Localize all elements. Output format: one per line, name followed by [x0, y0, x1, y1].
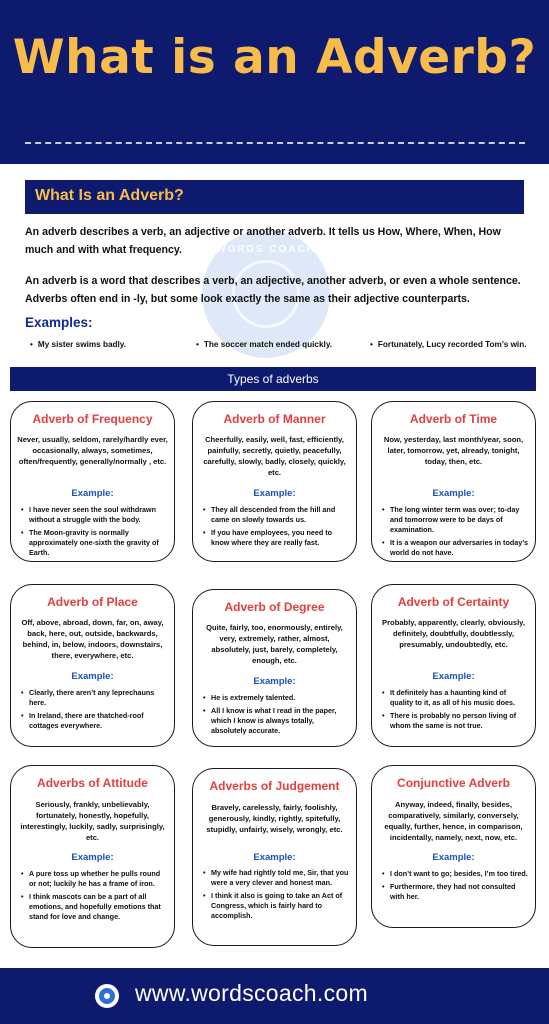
card-example-list — [382, 505, 530, 561]
examples-heading: Examples: — [25, 315, 93, 330]
logo-ring — [99, 988, 115, 1004]
header-banner — [0, 0, 549, 164]
card-example-item: • I don’t want to go; besides, I’m too tired. — [382, 869, 530, 879]
types-heading: Types of adverbs — [227, 372, 319, 386]
example-item: • Fortunately, Lucy recorded Tom’s win. — [370, 340, 526, 349]
wordscoach-logo-icon — [95, 984, 119, 1008]
card-adverb-of-manner — [192, 401, 357, 562]
card-words: Cheerfully, easily, well, fast, efficiently, painfully, secretly, quietly, peacefully, carefully, slowly, badly, closely, quickly, etc. — [203, 435, 346, 477]
card-example-item: • He is extremely talented. — [203, 693, 351, 703]
card-example-item: • I think mascots can be a part of all emotions, and hopefully emotions that stand for love and change. — [21, 892, 169, 922]
card-example-item: • It is a weapon our adversaries in today’s world do not have. — [382, 538, 530, 558]
card-words: Seriously, frankly, unbelievably, fortunately, honestly, hopefully, interestingly, luckily, sadly, surprisingly, etc. — [20, 800, 165, 842]
section-heading: What Is an Adverb? — [35, 187, 184, 204]
card-title: Adverb of Place — [47, 595, 138, 609]
card-title: Adverbs of Judgement — [209, 779, 340, 793]
footer-banner — [0, 968, 549, 1024]
card-words: Quite, fairly, too, enormously, entirely, very, extremely, rather, almost, absolutely, just, barely, completely, enough, etc. — [206, 623, 343, 665]
card-example-item: • There is probably no person living of whom the same is not true. — [382, 711, 530, 731]
card-example-list — [21, 688, 169, 734]
card-adverb-of-place — [10, 584, 175, 747]
card-adverb-of-degree — [192, 589, 357, 747]
card-title: Adverb of Time — [409, 412, 498, 426]
card-example-label: Example: — [432, 671, 475, 682]
example-item: • The soccer match ended quickly. — [196, 340, 332, 349]
header-divider — [25, 142, 525, 144]
card-example-list — [203, 868, 351, 924]
card-title: Adverb of Degree — [224, 600, 325, 614]
card-example-item: • The long winter term was over; to-day and tomorrow were to be days of examination. — [382, 505, 530, 535]
card-example-item: • I think it also is going to take an Act of Congress, which is fairly hard to accomplish. — [203, 891, 351, 921]
card-words: Now, yesterday, last month/year, soon, later, tomorrow, yet, already, tonight, today, then, etc. — [383, 435, 524, 466]
card-words: Never, usually, seldom, rarely/hardly ever, occasionally, always, sometimes, often/frequently, generally/normally , etc. — [17, 435, 168, 466]
card-example-list — [21, 505, 169, 561]
card-example-label: Example: — [253, 676, 296, 687]
card-conjunctive-adverb — [371, 765, 536, 928]
card-example-label: Example: — [432, 852, 475, 863]
website-link[interactable]: www.wordscoach.com — [135, 980, 368, 1006]
card-example-list — [21, 869, 169, 925]
card-title: Adverb of Frequency — [32, 412, 153, 426]
page-title: What is an Adverb? — [12, 30, 537, 85]
card-example-label: Example: — [71, 852, 114, 863]
card-example-list — [203, 505, 351, 551]
card-example-label: Example: — [432, 488, 475, 499]
card-example-item: • The Moon-gravity is normally approximately one-sixth the gravity of Earth. — [21, 528, 169, 558]
card-title: Conjunctive Adverb — [397, 776, 510, 790]
card-example-label: Example: — [253, 852, 296, 863]
types-heading-bar — [10, 367, 536, 391]
card-example-item: • They all descended from the hill and came on slowly towards us. — [203, 505, 351, 525]
card-words: Anyway, indeed, finally, besides, comparatively, similarly, conversely, equally, further, hence, in comparison, incidentally, namely, next, now, etc. — [384, 800, 523, 842]
card-example-item: • It definitely has a haunting kind of quality to it, as all of his music does. — [382, 688, 530, 708]
example-item: • My sister swims badly. — [30, 340, 126, 349]
card-adverb-of-time — [371, 401, 536, 562]
section-heading-bar — [25, 180, 524, 214]
card-words: Off, above, abroad, down, far, on, away, back, here, out, outside, backwards, behind, in, below, indoors, downstairs, there, everywhere, etc. — [21, 618, 164, 660]
card-adverb-of-frequency — [10, 401, 175, 562]
card-example-item: • Clearly, there aren’t any leprechauns here. — [21, 688, 169, 708]
card-example-item: • My wife had rightly told me, Sir, that you were a very clever and honest man. — [203, 868, 351, 888]
card-example-list — [382, 869, 530, 905]
card-title: Adverbs of Attitude — [37, 776, 148, 790]
card-title: Adverb of Manner — [223, 412, 326, 426]
card-words: Bravely, carelessly, fairly, foolishly, generously, kindly, rightly, spitefully, stupidly, unfairly, wisely, wrongly, etc. — [206, 803, 343, 834]
card-example-label: Example: — [71, 488, 114, 499]
card-example-item: • All I know is what I read in the paper, which I know is always totally, absolutely accurate. — [203, 706, 351, 736]
logo-dot — [104, 993, 110, 999]
card-example-item: • I have never seen the soul withdrawn without a struggle with the body. — [21, 505, 169, 525]
card-adverb-of-certainty — [371, 584, 536, 747]
card-example-label: Example: — [253, 488, 296, 499]
card-example-label: Example: — [71, 671, 114, 682]
card-title: Adverb of Certainty — [397, 595, 510, 609]
card-example-item: • If you have employees, you need to know where they are really fast. — [203, 528, 351, 548]
intro-paragraph-1: An adverb describes a verb, an adjective or another adverb. It tells us How, Where, When, How much and with what frequency. — [25, 226, 501, 256]
card-example-list — [382, 688, 530, 734]
card-words: Probably, apparently, clearly, obviously, definitely, doubtfully, doubtlessly, presumably, undoubtedly, etc. — [382, 618, 525, 649]
card-adverbs-of-judgement — [192, 768, 357, 946]
card-adverbs-of-attitude — [10, 765, 175, 948]
watermark-text: WORDS COACH — [216, 244, 316, 255]
card-example-list — [203, 693, 351, 739]
card-example-item: • In Ireland, there are thatched-roof cottages everywhere. — [21, 711, 169, 731]
intro-paragraph-2: An adverb is a word that describes a verb, an adjective, another adverb, or even a whole sentence. Adverbs often end in -ly, but some look exactly the same as their adjective counterparts. — [25, 275, 521, 305]
card-example-item: • A pure toss up whether he pulls round or not; luckily he has a frame of iron. — [21, 869, 169, 889]
card-example-item: • Furthermore, they had not consulted with her. — [382, 882, 530, 902]
